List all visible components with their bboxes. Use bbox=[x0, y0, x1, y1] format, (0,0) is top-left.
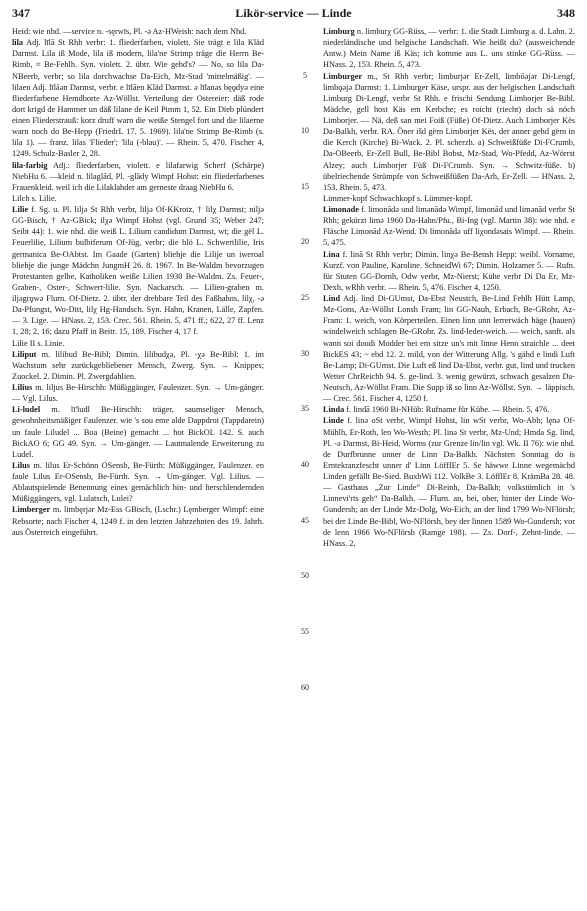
entry-text: Adj. līlā St Rhh verbr: 1. fliederfarben, violett. Sie trägt e lila Kläd Darmst. Lila iß Mode, lila iß modern, lila'ne Strimp träge die Herrn Be-Rimb, ≈ Be-Fehlh. Syn. violett. 2. übtr. Wie gehd's? — No, so lila Da-NBeerb, verbr; so lila dorchwachse Da-Eich, Mz-Stad 'mittelmäßig'. — lilaen Adj. līlāən Darmst, verbr. e līlāen Kläd Darmst. ə līlanəs bęǫdyə eine fliederfarbene Hemdborte Az-Wöllst. Verteilung der Ostereier: däß rode dort krigd de Hammer un däß lilane de Keil Pimm 1, 52. Ein Dieb plündert einen Fliederstrauß: korz druff warn die weiße Stengel fort und die lilaerne warn noch do Be-Hepp (FriedrL 17. 5. 1969). lila'ne Strimp Be-Rimb (s. lila 1). — franz. lilas 'Flieder'; 'lila (-blau)'. — Rhein. 5, 470. Fischer 4, 1249. Schulz-Basler 2, 28. bbox=[12, 38, 264, 159]
entry-text: m. lī'ludl Be-Hirschh: träger, saumseliger Mensch, gewohnheitsmäßiger Faulenzer. wie 's sou eme alde Dappdroi (Tappdarein) un faule Liludel ... Boa (Beine) gemacht ... hot BickOL 142. S. auch BickAO 6; GG 49. Syn. → Um-gänger. — Lautmalende Erweiterung zu Ludel. bbox=[12, 405, 264, 459]
dictionary-entry bbox=[12, 160, 264, 193]
entry-headword: Limburger bbox=[323, 71, 363, 81]
line-number: 45 bbox=[301, 515, 309, 525]
left-column bbox=[12, 26, 264, 904]
entry-headword: lila-farbig bbox=[12, 160, 48, 170]
dictionary-entry bbox=[12, 349, 264, 382]
entry-text: f. linā St Rhh verbr; Dimin. linχə Be-Bensh Hepp: weibl. Vorname, Kurzf. von Pauline, Karoline. SchneidWi 67; Dimin. Holzamer 5. — Rufn. für Stuten GG-Dornh, Odw verbr, Mz-Nierst; Kühe verbr Di Da Er, Mz-Dexh, wRhh verbr. — Rhein. 5, 476. Fischer 4, 1250. bbox=[323, 249, 575, 292]
entry-text: f. linə oSt verbr, Wimpf Hohst, lin wSt verbr, Wo-Abh; lęnə Of-Mühlh, Er-Roth, len Wo-Westh; Pl. linə St verbr, Mz-Und; Hmda Sg. lind, Pl. -ə Darmst, Bi-Heid, Worms (zur Grenze lin/lin vgl. Wk. II 76): wie nhd. de Durfbrunne unner de Linn Da-Balkh. Nächsten Sonntag do is Erntekranzfescht unner d' Linn LöffIEr 5. Se häwwe Linne wegemächd Linden gefällt Be-Sied. BuxbWi 112. VolkBe 3. LöfflEr 8. KrämBa 28. 48. — Gasthaus „Zur Linde“ Di-Reinh, Da-Balkh; volkstümlich in 's Linnevi'rts geh“ Da-Balkh. — Flurn. an, bei, ober, hinter der Linde Wo-Gundersh; an der Linde Mz-Dolg, Wo-Eich, an der lind 1799 Wo-NFlörsh; bei der Linde Be-Bibl, Wo-NFlörsh, bey der linnen 1589 Wo-Gundersh; vor de lenn 1966 Wo-NFlörsh (Ramge 198). — Zs. Dorf-, Zehnt-linde. — HNass. 2, bbox=[323, 416, 575, 548]
entry-headword: Limberger bbox=[12, 505, 51, 515]
entry-text: m. liljus Be-Hirschh: Müßiggänger, Faulenzer. Syn. → Um-gänger. — Vgl. Lilus. bbox=[12, 383, 264, 404]
entry-text: Lilch s. Lilie. bbox=[12, 193, 57, 203]
dictionary-entry bbox=[12, 504, 264, 537]
line-number: 5 bbox=[303, 70, 307, 80]
entry-text: m. lilus Er-Schönn OSensb, Be-Fürth: Müßiggänger, Faulenzer. en faule Lilus Er-OSensb, Be-Fürth. Syn. → Um-gänger. Vgl. Lilius. — Ablautspielende Benennung eines gemächlich hin- und herschlendernden Müßiggängers, vgl. Lulatsch, Lulei? bbox=[12, 460, 264, 504]
line-number: 50 bbox=[301, 571, 309, 581]
entry-headword: Lilius bbox=[12, 383, 33, 392]
right-page-number: 348 bbox=[557, 6, 575, 20]
entry-text: f. Sg. u. Pl. liljə St Rhh verbr, liljə Of-KKrotz, † lilχ Darmst; niljə GG-Bisch, † Az-GBick; ilχə Wimpf Hohst (vgl. Grund 35; Weber 247; Seibt 44): 1. wie nhd. die weiß L. Lilium candidum Darmst, wt; die gël L. Feuerlilie, Lilium bulbiferum Of-Jüg, verbr; die blö L. Schwertlilie, Iris germanica Be-OAbtst. Im Gaade (Garten) bliehje die Lilije un iweroal bliehje die junge Mädchn JungmH 26. 8. 1967. In Be-Waldm bevorzugen Protestanten gelbe, Katholiken weiße Lilien 1930 Be-Waldm. Zs. Feuer-, Graben-, Oster-, Schwert-lilie. Syn. Nackarsch. — Lilien-graben m. iljəgrǫwə Flurn. Of-Dietz. 2. übtr. der drehbare Teil des Faßhahns, lilχ, -ə Da-Pfungst, Wo-Ditt, lilχ Hg-Handsch. Syn. Hahn, Kranen, Lälle, Zapfen. — 3. Lige. — HNass. 2, 153. Crec. 561. Rhein. 5, 471 ff.; 622, 27 ff. Lenz 1, 28; 2, 16; dazu Pfaff in Beitr. 15, 189. Fischer 4, 17 f. bbox=[12, 205, 264, 337]
entry-headword: Limburg bbox=[323, 27, 355, 36]
entry-text: Adj.: fliederfarben, violett. e lilafarwig Scherf (Schärpe) NiebHu 6. —kleid n. lilaglād, Pl. -glādy Wimpf Hohst: ein fliederfarbenes Frauenkleid. weil ich die Lilaklahder am gerneste draag NiebHu 6. bbox=[12, 160, 264, 192]
page-header bbox=[12, 6, 575, 24]
dictionary-entry bbox=[323, 404, 575, 415]
entry-text: Lilie II s. Linie. bbox=[12, 338, 65, 348]
entry-headword: Limonade bbox=[323, 205, 359, 214]
dictionary-entry bbox=[12, 382, 264, 404]
entry-headword: Linde bbox=[323, 416, 344, 426]
entry-text: Heid: wie nhd. —service n. -sęrwīs, Pl. -ə Az-HWeish: nach dem Nhd. bbox=[12, 27, 247, 36]
dictionary-entry bbox=[323, 249, 575, 294]
line-number: 30 bbox=[301, 348, 309, 358]
dictionary-entry bbox=[323, 293, 575, 404]
right-column bbox=[323, 26, 575, 904]
entry-text: m., St Rhh verbr; limburjər Er-Zell, limbōəjər Di-Lengf, limbǫəjə Darmst: 1. Limburger Käse, urspr. aus der belgischen Landschaft Limburg Di-Lengf, verbr St Rhh. e frischi Sendung Limborjer Be-Bibl. Mädche, gell host Käs em Kerbche; es roicht (riecht) doch sä nöch Limborjer. — Nä, deß san mei Foiß (Füße) Of-Dietz. Auch Limborjer Kës Da-Balkh, verbr. RA. Öner išd gërn Limborjer Kës, der anner gehd gërn in die Kerch (Kirche) Bi-Wack. 2. Pl. scherzh. a) Schweißfüße Di-FCrumb, Da-OBeerb, Er-Zell Bull, Be-Bibl Bobst, Mz-Stad, Wo-Pfedd, Az-Wörrst Alzey; auch Limborjer Füß Di-FCrumb. Syn. → Schwitz-füße. b) übelriechende Strümpfe von Schweißfüßen Da-Arh, Er-Zell. — HNass. 2, 153. Rhein. 5, 473. bbox=[323, 71, 575, 192]
dictionary-entry bbox=[12, 204, 264, 338]
dictionary-entry bbox=[323, 415, 575, 549]
line-number: 20 bbox=[301, 237, 309, 247]
entry-text: f. limonādə und limənādə Wimpf, limonād und limənād verbr St Rhh; gekürzt limə 1960 Da-Hahn/Pfu., Bi-Ing (vgl. Martin 38): wie nhd. e Fläsche Limonād Az-Wend. Di limonādə uff liχondəsais Wimpf. — Rhein. 5, 475. bbox=[323, 205, 575, 248]
dictionary-entry bbox=[323, 193, 575, 204]
line-number: 60 bbox=[301, 682, 309, 692]
line-number: 15 bbox=[301, 181, 309, 191]
dictionary-entry bbox=[12, 26, 264, 37]
dictionary-entry bbox=[12, 37, 264, 159]
entry-text: m. lilibud Be-Bibl; Dimin. lilibudχə, Pl. -χə Be-Bibl: 1. im Wachstum sehr zurückgebliebener Mensch, Zwerg. Syn. → Knippes; Zuockel. 2. Dimin. Pl. Zwergdahlien. bbox=[12, 349, 264, 381]
dictionary-entry bbox=[323, 71, 575, 193]
entry-text: m. limbęrjər Mz-Ess GBisch, (Lschr.) Lęmberger Wimpf: eine Rebsorte; nach Fischer 4, 1249 f. in den letzten Jahrzehnten des 19. Jahrh. aus Österreich eingeführt. bbox=[12, 505, 264, 537]
entry-text: Adj. lind Di-GUmst, Da-Ebst Neustch, Be-Lind Fehlh Hütt Lamp, Mz-Gons, Az-Wöllst Lonsh Fram; lin GG-Nauh, Erbach, Be-GRohr, Az-Fram: 1. weich, von Körperteilen. Einen linn unn lerrerwäch häge (hauen) windelweich schlagen Be-GRohr. Zs. lind-leder-weich. — weich, sanft. als wann soi doudi Modder bei em sitze un's mit linne Henn straichle ... deet BickES 43; ~ ebd 12. 2. mild, von der Witterung Allg. 's gähd e lindi Luft Be-Lamp; Di-GUmst. Die Luft eß lind Da-Ebst, verbr. gut, lind und trucken Wetter ChrReichb 94. S. ge-lind. 3. wenig gewürzt, schwach gesalzen Da-Neutsch, Az-Wöllst Fram. Die Supp iß so linn Az-Wöllst. Syn. → läppisch. — Crec. 561. Fischer 4, 1250 f. bbox=[323, 294, 575, 404]
entry-headword: Lind bbox=[323, 294, 341, 303]
line-number-gutter bbox=[291, 26, 319, 904]
dictionary-entry bbox=[323, 204, 575, 249]
line-number: 35 bbox=[301, 404, 309, 414]
dictionary-entry bbox=[323, 26, 575, 71]
running-title: Likör-service — Linde bbox=[235, 6, 352, 20]
entry-text: n. limburχ GG-Rüss, — verbr: 1. die Stadt Limburg a. d. Lahn. 2. niederländische und belgische Landschaft. Wie heißt du? (ausweichende Antw.) Mein Name iß Käs; ich komme aus L. uns stinke GG-Rüss. — HNass. 2, 153. Rhein. 5, 473. bbox=[323, 27, 575, 70]
line-number: 55 bbox=[301, 627, 309, 637]
entry-text: Limmer-kopf Schwachkopf s. Lümmer-kopf. bbox=[323, 193, 473, 203]
entry-headword: Linda bbox=[323, 405, 345, 415]
line-number: 10 bbox=[301, 126, 309, 136]
entry-headword: Lilie bbox=[12, 205, 29, 214]
entry-headword: Li-ludel bbox=[12, 405, 41, 415]
dictionary-entry bbox=[12, 193, 264, 204]
entry-headword: Lina bbox=[323, 249, 340, 259]
line-number: 25 bbox=[301, 293, 309, 303]
dictionary-entry bbox=[12, 338, 264, 349]
entry-headword: Lilus bbox=[12, 460, 30, 470]
entry-headword: Liliput bbox=[12, 349, 37, 359]
entry-text: f. lindā 1960 Bi-NHüb: Rufname für Kühe. — Rhein. 5, 476. bbox=[344, 405, 550, 415]
dictionary-entry bbox=[12, 460, 264, 505]
entry-headword: lila bbox=[12, 38, 24, 48]
line-number: 40 bbox=[301, 460, 309, 470]
left-page-number: 347 bbox=[12, 6, 30, 20]
dictionary-entry bbox=[12, 404, 264, 460]
